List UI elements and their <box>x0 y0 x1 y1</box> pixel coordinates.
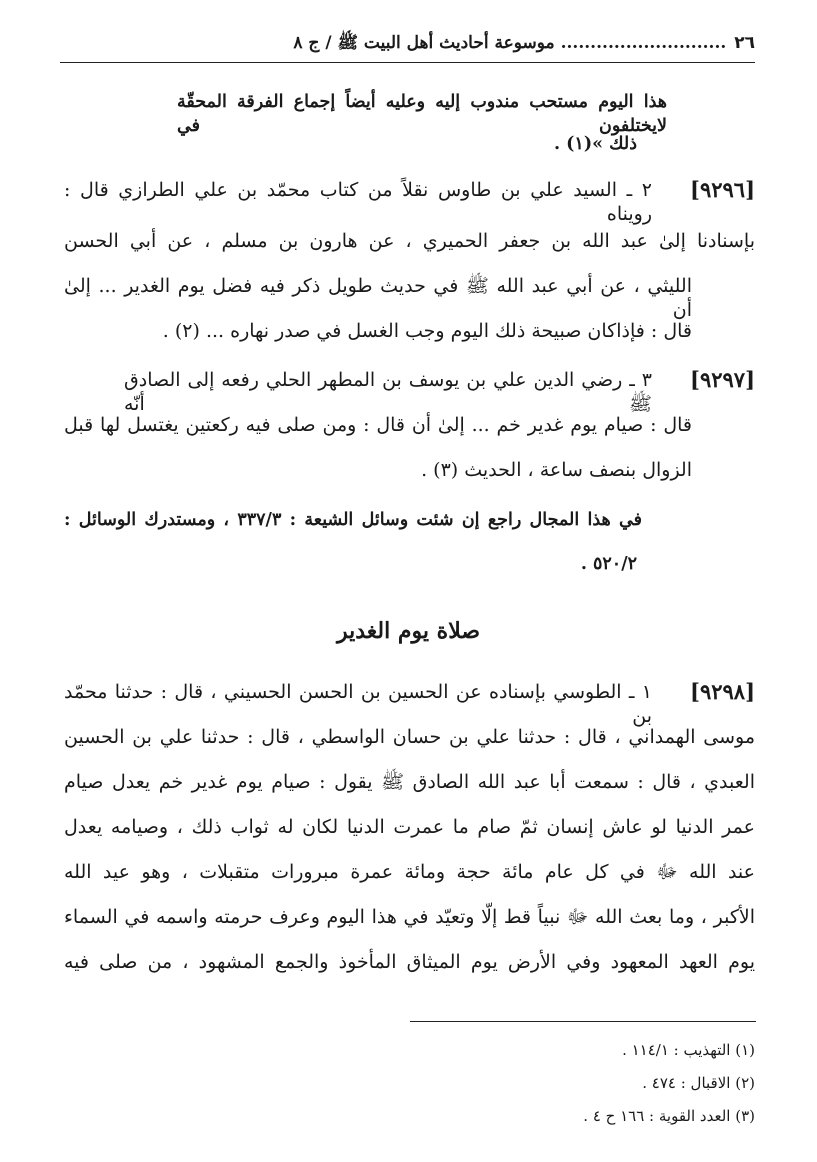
footnote-3: (٣) العدد القوية : ١٦٦ ح ٤ . <box>583 1107 755 1125</box>
footnote-divider <box>410 1021 756 1022</box>
hadith-9296-line-4: قال : فإذاكان صبيحة ذلك اليوم وجب الغسل في صدر نهاره ... (٢) . <box>162 320 692 342</box>
hadith-9298-line-2: موسى الهمداني ، قال : حدثنا علي بن حسان الواسطي ، قال : حدثنا علي بن الحسين <box>64 726 755 748</box>
section-title: صلاة يوم الغدير <box>337 618 480 644</box>
intro-line-1: هذا اليوم مستحب مندوب إليه وعليه أيضاً إجماع الفرقة المحقّة لايختلفون في <box>177 92 667 136</box>
hadith-9298-line-3: العبدي ، قال : سمعت أبا عبد الله الصادق ﷺ يقول : صيام يوم غدير خم يعدل صيام <box>64 771 755 793</box>
hadith-9296-line-1: ٢ ـ السيد علي بن طاوس نقلاً من كتاب محمّد بن علي الطرازي قال : رويناه <box>64 179 652 225</box>
running-title: موسوعة أحاديث أهل البيت ﷺ / ج ٨ <box>293 33 555 53</box>
footnote-1: (١) التهذيب : ١١٤/١ . <box>622 1041 755 1059</box>
hadith-9297-line-3: الزوال بنصف ساعة ، الحديث (٣) . <box>421 459 692 481</box>
hadith-9298-line-6: الأكبر ، وما بعث الله ﷻ نبياً قط إلّا وتعيّد في هذا اليوم وعرف حرمته واسمه في السماء <box>64 906 755 928</box>
note-line-1: في هذا المجال راجع إن شئت وسائل الشيعة : ٣٣٧/٣ ، ومستدرك الوسائل : <box>64 510 642 530</box>
hadith-9298-line-5: عند الله ﷻ في كل عام مائة حجة ومائة عمرة مبرورات متقبلات ، وهو عيد الله <box>64 861 755 883</box>
hadith-9296-line-3: الليثي ، عن أبي عبد الله ﷺ في حديث طويل ذكر فيه فضل يوم الغدير ... إلىٰ أن <box>64 275 692 321</box>
running-header <box>60 28 755 63</box>
hadith-9296-line-2: بإسنادنا إلىٰ عبد الله بن جعفر الحميري ، عن هارون بن مسلم ، عن أبي الحسن <box>64 230 755 252</box>
footnote-2: (٢) الاقبال : ٤٧٤ . <box>642 1074 755 1092</box>
hadith-9298-line-7: يوم العهد المعهود وفي الأرض يوم الميثاق المأخوذ والجمع المشهود ، من صلى فيه <box>64 951 755 973</box>
page-number: ٢٦ <box>734 33 755 53</box>
hadith-ref-9296: [٩٢٩٦] <box>690 177 755 202</box>
hadith-9298-line-4: عمر الدنيا لو عاش إنسان ثمّ صام ما عمرت الدنيا لكان له ثواب ذلك ، وصيامه يعدل <box>64 816 755 838</box>
hadith-9298-line-1: ١ ـ الطوسي بإسناده عن الحسين بن الحسن الحسيني ، قال : حدثنا محمّد بن <box>64 681 652 727</box>
header-title-group <box>293 28 755 58</box>
hadith-ref-9298: [٩٢٩٨] <box>690 679 755 704</box>
intro-line-2: ذلك »(١) . <box>553 134 637 154</box>
hadith-ref-9297: [٩٢٩٧] <box>690 367 755 392</box>
hadith-9297-line-1: ٣ ـ رضي الدين علي بن يوسف بن المطهر الحلي رفعه إلى الصادق ﷺ أنّه <box>124 369 652 415</box>
note-line-2: ٥٢٠/٢ . <box>580 554 637 574</box>
header-dots: ............................ <box>554 33 733 53</box>
hadith-9297-line-2: قال : صيام يوم غدير خم ... إلىٰ أن قال : ومن صلى فيه ركعتين يغتسل لها قبل <box>64 414 692 436</box>
